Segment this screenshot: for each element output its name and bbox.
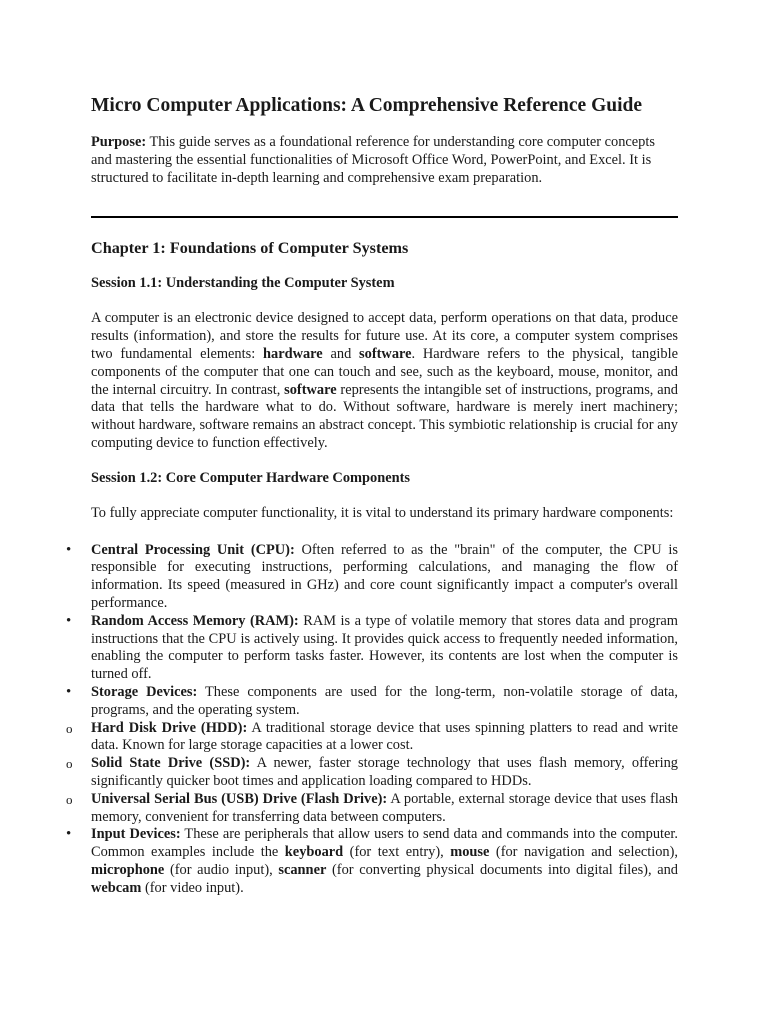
bullet-icon <box>66 613 76 631</box>
session-1-1-paragraph <box>91 310 678 452</box>
list-item-cpu <box>91 542 678 613</box>
item-text: (for navigation and selection), <box>489 844 678 861</box>
text-run: and <box>322 345 360 362</box>
circle-bullet-icon <box>66 720 76 739</box>
bold-term-scanner: scanner <box>278 861 327 878</box>
list-item-ram <box>91 613 678 684</box>
item-label: Input Devices: <box>91 826 181 843</box>
session-1-2-title: Session 1.2: Core Computer Hardware Components <box>91 469 410 486</box>
text-run: A computer is an electronic device designed to accept data, perform operations on that data, produce results (information), and store the results for future use. At its core, a computer system comprises two fundamental elements: <box>91 310 678 362</box>
list-item-ssd <box>91 755 678 791</box>
item-text: A newer, faster storage technology that uses flash memory, offering significantly quicker boot times and application loading compared to HDDs. <box>91 755 678 789</box>
chapter-title: Chapter 1: Foundations of Computer Systems <box>91 239 409 258</box>
circle-bullet-icon <box>66 791 76 810</box>
circle-bullet-icon <box>66 755 76 774</box>
bold-term-hardware: hardware <box>263 345 323 362</box>
purpose-label: Purpose: <box>91 134 147 150</box>
session-1-1-title: Session 1.1: Understanding the Computer System <box>91 275 395 292</box>
bold-term-keyboard: keyboard <box>284 844 344 861</box>
hardware-components-list <box>91 542 678 898</box>
bold-term-webcam: webcam <box>91 879 142 896</box>
list-item-input-devices <box>91 826 678 897</box>
text-run: . Hardware refers to the physical, tangible components of the computer that one can touch and see, such as the keyboard, mouse, monitor, and the internal circuitry. In contrast, <box>91 345 678 398</box>
bold-term-software: software <box>284 381 337 398</box>
item-text: (for video input). <box>141 879 244 896</box>
item-text: A portable, external storage device that uses flash memory, convenient for transferring data between computers. <box>91 790 678 825</box>
bullet-icon <box>66 826 76 844</box>
list-item-hdd <box>91 720 678 756</box>
item-label: Universal Serial Bus (USB) Drive (Flash Drive): <box>91 790 388 807</box>
bold-term-microphone: microphone <box>91 861 165 878</box>
item-text: These components are used for the long-term, non-volatile storage of data, programs, and the operating system. <box>91 683 678 718</box>
item-label: Random Access Memory (RAM): <box>91 612 299 629</box>
item-text: (for audio input), <box>164 861 279 878</box>
item-text: (for converting physical documents into digital files), and <box>326 861 678 878</box>
purpose-text: This guide serves as a foundational reference for understanding core computer concepts and mastering the essential functionalities of Microsoft Office Word, PowerPoint, and Excel. It is structured to facilitate in-depth learning and comprehensive exam preparation. <box>91 134 655 186</box>
list-item-storage <box>91 684 678 720</box>
session-1-2-intro: To fully appreciate computer functionality, it is vital to understand its primary hardware components: <box>91 504 674 521</box>
item-text: A traditional storage device that uses spinning platters to read and write data. Known for large storage capacities at a lower cost. <box>91 719 678 754</box>
bullet-icon <box>66 684 76 702</box>
item-text: Often referred to as the "brain" of the computer, the CPU is responsible for executing instructions, performing calculations, and managing the flow of information. Its speed (measured in GHz) and core count significantly impact a computer's overall performance. <box>91 541 678 611</box>
horizontal-rule <box>91 216 678 218</box>
purpose-paragraph <box>91 134 678 187</box>
item-label: Central Processing Unit (CPU): <box>91 541 295 558</box>
item-text: (for text entry), <box>343 844 451 861</box>
item-label: Hard Disk Drive (HDD): <box>91 719 248 736</box>
bullet-icon <box>66 542 76 560</box>
item-label: Storage Devices: <box>91 683 198 700</box>
list-item-usb <box>91 791 678 827</box>
item-text: RAM is a type of volatile memory that stores data and program instructions that the CPU is actively using. It provides quick access to frequently needed information, enabling the computer to perform tasks faster. However, its contents are lost when the computer is turned off. <box>91 612 678 683</box>
document-title: Micro Computer Applications: A Comprehensive Reference Guide <box>91 95 643 116</box>
bold-term-mouse: mouse <box>450 844 490 861</box>
document-page <box>91 95 678 898</box>
item-label: Solid State Drive (SSD): <box>91 755 251 772</box>
text-run: represents the intangible set of instructions, programs, and data that tells the hardware what to do. Without software, hardware is merely inert machinery; without hardware, software remains an abstract concept. This symbiotic relationship is crucial for any computing device to function effectively. <box>91 381 678 451</box>
item-text: These are peripherals that allow users to send data and commands into the computer. Common examples include the <box>91 826 678 861</box>
bold-term-software: software <box>359 345 412 362</box>
